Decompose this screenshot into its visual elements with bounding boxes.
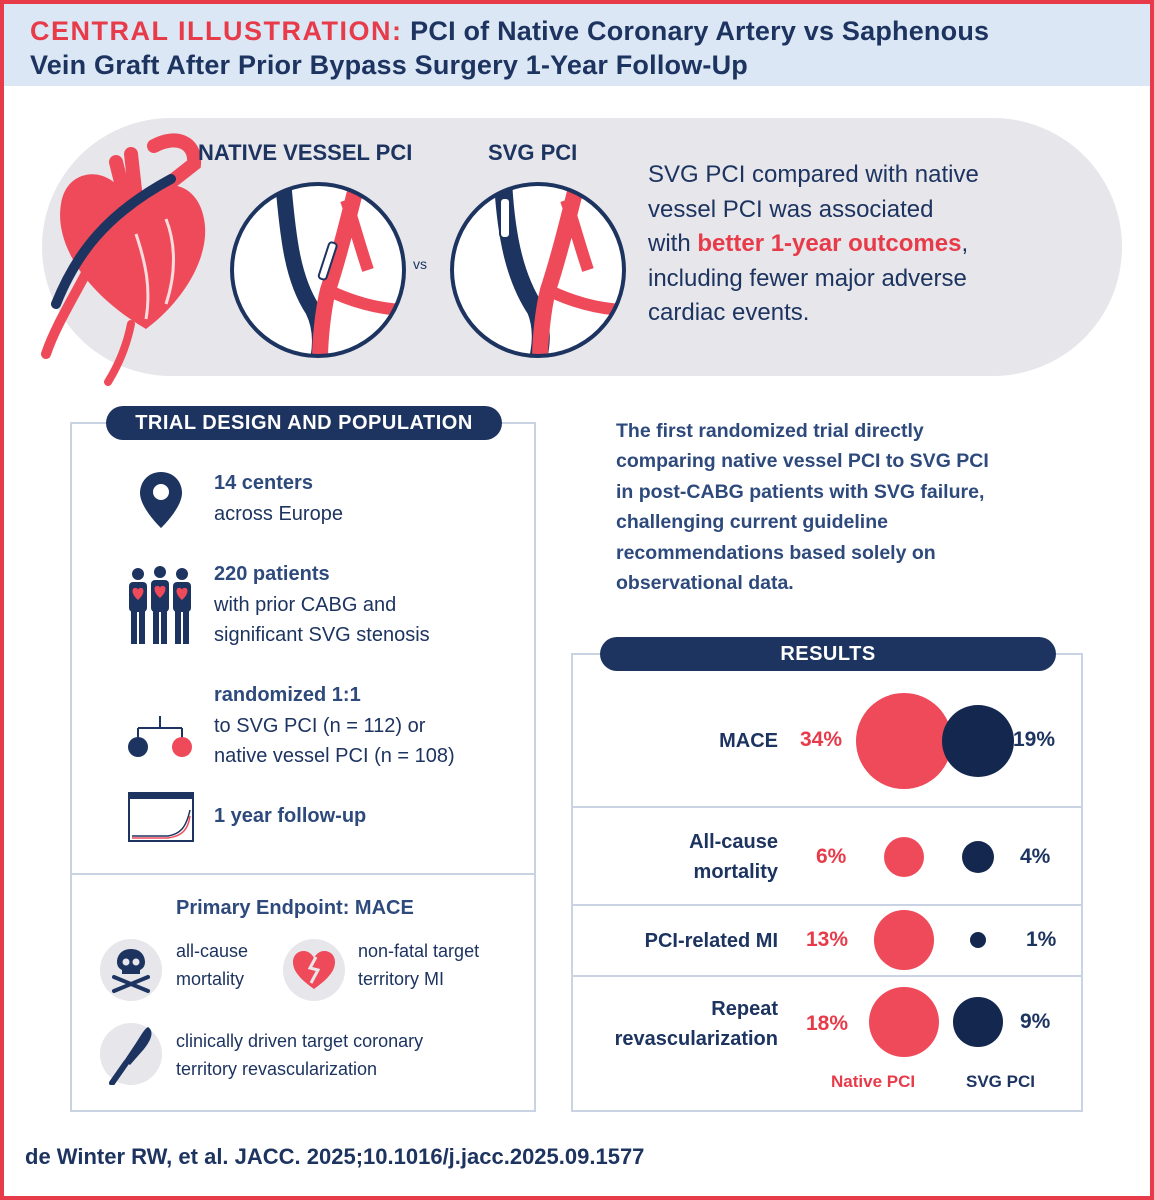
- endpoint-mi: [358, 937, 479, 993]
- endpoint-mi-line: non-fatal target: [358, 941, 480, 961]
- legend-native: Native PCI: [831, 1072, 916, 1091]
- result-label: [580, 827, 778, 887]
- title-line2: Vein Graft After Prior Bypass Surgery 1-Year Follow-Up: [30, 50, 748, 80]
- border-right: [1150, 86, 1154, 1200]
- patients-text-2: significant SVG stenosis: [214, 624, 430, 646]
- statement-line: The first randomized trial directly: [616, 420, 924, 442]
- scalpel-icon: [100, 1023, 162, 1085]
- legend-svg: SVG PCI: [966, 1072, 1035, 1091]
- summary-line: with: [648, 230, 698, 257]
- patients-title: 220 patients: [214, 563, 330, 585]
- result-svg-value: 9%: [1020, 1010, 1051, 1033]
- location-pin-icon: [138, 470, 184, 530]
- results-divider: [571, 904, 1083, 906]
- endpoint-mi-line: territory MI: [358, 969, 445, 989]
- result-label-line: Repeat: [711, 998, 778, 1020]
- trial-divider: [70, 873, 536, 875]
- patients-text-1: with prior CABG and: [214, 594, 397, 616]
- statement-line: recommendations based solely on: [616, 541, 936, 564]
- result-label: [580, 994, 778, 1054]
- followup-title: 1 year follow-up: [214, 805, 367, 827]
- followup-chart-icon: [128, 792, 194, 842]
- trial-statement: [616, 416, 1056, 598]
- endpoint-revasc-line: territory revascularization: [176, 1059, 378, 1079]
- statement-line: comparing native vessel PCI to SVG PCI: [616, 450, 989, 473]
- endpoint-revasc: [176, 1027, 423, 1083]
- result-native-dot: [856, 693, 952, 789]
- header-banner: [0, 0, 1154, 86]
- result-native-dot: [874, 910, 933, 969]
- result-native-value: 18%: [806, 1012, 849, 1035]
- result-svg-dot: [942, 705, 1014, 777]
- statement-line: observational data.: [616, 572, 794, 595]
- result-label-line: revascularization: [614, 1028, 778, 1050]
- result-label: PCI-related MI: [644, 930, 778, 952]
- patients-group-icon: [126, 566, 194, 646]
- result-svg-value: 19%: [1013, 728, 1056, 751]
- title-lead: CENTRAL ILLUSTRATION:: [30, 16, 403, 46]
- statement-line: challenging current guideline: [616, 511, 888, 534]
- endpoint-icon-bg: [283, 939, 345, 1001]
- summary-highlight: better 1-year outcomes: [697, 230, 962, 257]
- centers-text: across Europe: [214, 503, 343, 525]
- primary-endpoint-title: Primary Endpoint: MACE: [176, 897, 414, 919]
- endpoint-mortality-line: all-cause: [176, 941, 249, 961]
- result-label-line: mortality: [693, 861, 778, 883]
- result-native-dot: [869, 987, 939, 1057]
- results-divider: [571, 806, 1083, 808]
- result-native-dot: [884, 837, 924, 877]
- result-label-line: All-cause: [689, 831, 778, 853]
- citation: de Winter RW, et al. JACC. 2025;10.1016/j.jacc.2025.09.1577: [25, 1144, 645, 1169]
- broken-heart-icon: [283, 939, 345, 1001]
- randomized-text-1: to SVG PCI (n = 112) or: [214, 715, 426, 737]
- skull-crossbones-icon: [100, 939, 162, 1001]
- summary-line: ,: [961, 230, 969, 257]
- native-vessel-icon: [228, 180, 408, 360]
- native-vessel-label: NATIVE VESSEL PCI: [198, 140, 413, 165]
- svg-pci-icon: [448, 180, 628, 360]
- title-line1: PCI of Native Coronary Artery vs Saphenous: [410, 16, 990, 46]
- result-svg-dot: [953, 997, 1002, 1046]
- border-left: [0, 86, 4, 1200]
- result-native-value: 34%: [800, 728, 843, 751]
- results-title: RESULTS: [600, 637, 1056, 671]
- border-bottom: [0, 1196, 1154, 1200]
- result-svg-value: 1%: [1026, 928, 1057, 951]
- vs-label: vs: [413, 256, 427, 272]
- result-native-value: 6%: [816, 845, 847, 868]
- endpoint-mortality: [176, 937, 248, 993]
- statement-line: in post-CABG patients with SVG failure,: [616, 480, 985, 503]
- randomization-icon: [124, 716, 196, 758]
- centers-title: 14 centers: [214, 472, 313, 494]
- randomized-title: randomized 1:1: [214, 684, 361, 706]
- svg-pci-label: SVG PCI: [488, 140, 578, 165]
- page-title: [30, 14, 989, 82]
- summary-line: including fewer major adverse: [648, 264, 967, 292]
- summary-line: SVG PCI compared with native: [648, 161, 979, 188]
- summary-text: [648, 158, 1068, 331]
- result-svg-value: 4%: [1020, 845, 1051, 868]
- result-label: MACE: [719, 730, 778, 752]
- endpoint-icon-bg: [100, 939, 162, 1001]
- result-native-value: 13%: [806, 928, 849, 951]
- endpoint-revasc-line: clinically driven target coronary: [176, 1031, 424, 1051]
- results-divider: [571, 975, 1083, 977]
- summary-line: vessel PCI was associated: [648, 195, 934, 223]
- trial-design-title: TRIAL DESIGN AND POPULATION: [106, 406, 502, 440]
- endpoint-icon-bg: [100, 1023, 162, 1085]
- endpoint-mortality-line: mortality: [176, 969, 245, 989]
- randomized-text-2: native vessel PCI (n = 108): [214, 745, 455, 767]
- summary-line: cardiac events.: [648, 299, 810, 326]
